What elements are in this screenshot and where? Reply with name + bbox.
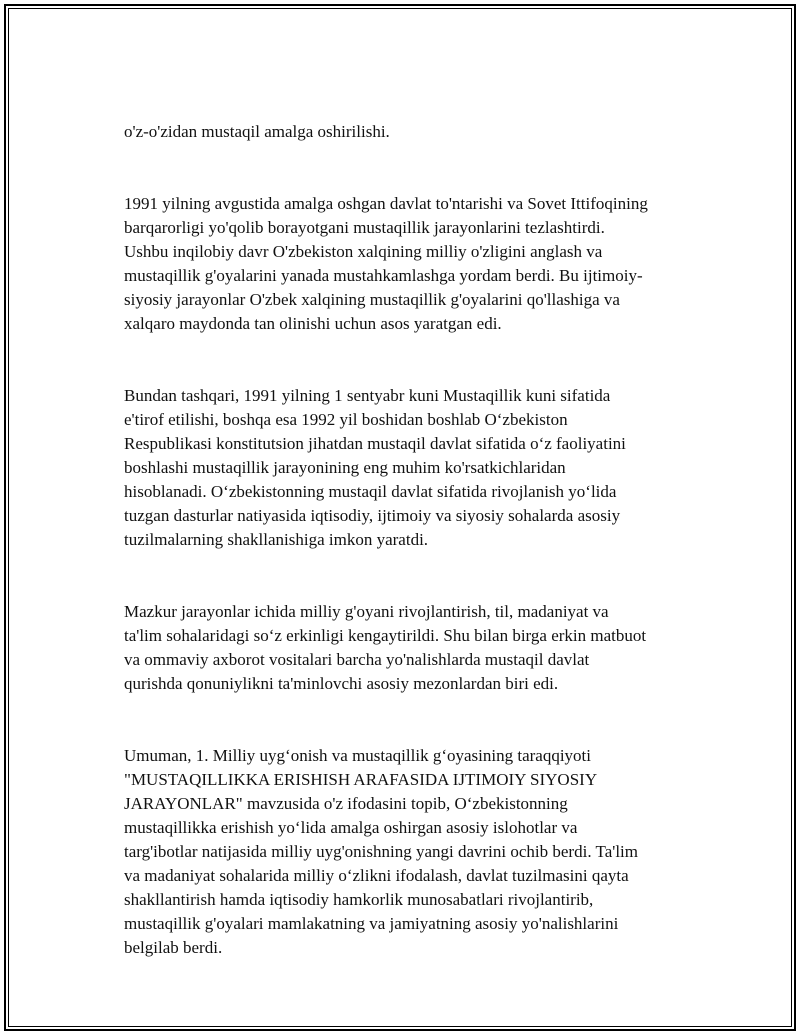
paragraph-1991-august: 1991 yilning avgustida amalga oshgan davlat to'ntarishi va Sovet Ittifoqining barqarorligi yo'qolib borayotgani mustaqillik jarayonlarini tezlashtirdi. Ushbu inqilobiy davr O'zbekiston xalqining milliy o'zligini anglash va mustaqillik g'oyalarini yanada mustahkamlashga yordam berdi. Bu ijtimoiy- siyosiy jarayonlar O'zbek xalqining mustaqillik g'oyalarini qo'llashiga va xalqaro maydonda tan olinishi uchun asos yaratgan edi. bbox=[124, 194, 648, 333]
paragraph-independence-day: Bundan tashqari, 1991 yilning 1 sentyabr kuni Mustaqillik kuni sifatida e'tirof etilishi, boshqa esa 1992 yil boshidan boshlab O‘zbekiston Respublikasi konstitutsion jihatdan mustaqil davlat sifatida o‘z faoliyatini boshlashi mustaqillik jarayonining eng muhim ko'rsatkichlaridan hisoblanadi. O‘zbekistonning mustaqil davlat sifatida rivojlanish yo‘lida tuzgan dasturlar natiyasida iqtisodiy, ijtimoiy va siyosiy sohalarda asosiy tuzilmalarning shakllanishiga imkon yaratdi. bbox=[124, 386, 626, 549]
paragraph-intro: o'z-o'zidan mustaqil amalga oshirilishi. bbox=[124, 122, 390, 141]
page-frame bbox=[4, 4, 796, 1031]
paragraph-national-idea: Mazkur jarayonlar ichida milliy g'oyani rivojlantirish, til, madaniyat va ta'lim sohalaridagi so‘z erkinligi kengaytirildi. Shu bilan birga erkin matbuot va ommaviy axborot vositalari barcha yo'nalishlarda mustaqil davlat qurishda qonuniylikni ta'minlovchi asosiy mezonlardan biri edi. bbox=[124, 602, 647, 693]
document-body bbox=[124, 96, 696, 1008]
paragraph-conclusion: Umuman, 1. Milliy uyg‘onish va mustaqillik g‘oyasining taraqqiyoti "MUSTAQILLIKKA ERISHISH ARAFASIDA IJTIMOIY SIYOSIY JARAYONLAR" mavzusida o'z ifodasini topib, O‘zbekistonning mustaqillikka erishish yo‘lida amalga oshirgan asosiy islohotlar va targ'ibotlar natijasida milliy uyg'onishning yangi davrini ochib berdi. Ta'lim va madaniyat sohalarida milliy o‘zlikni ifodalash, davlat tuzilmasini qayta shakllantirish hamda iqtisodiy hamkorlik munosabatlari rivojlantirib, mustaqillik g'oyalari mamlakatning va jamiyatning asosiy yo'nalishlarini belgilab berdi. bbox=[124, 746, 638, 957]
